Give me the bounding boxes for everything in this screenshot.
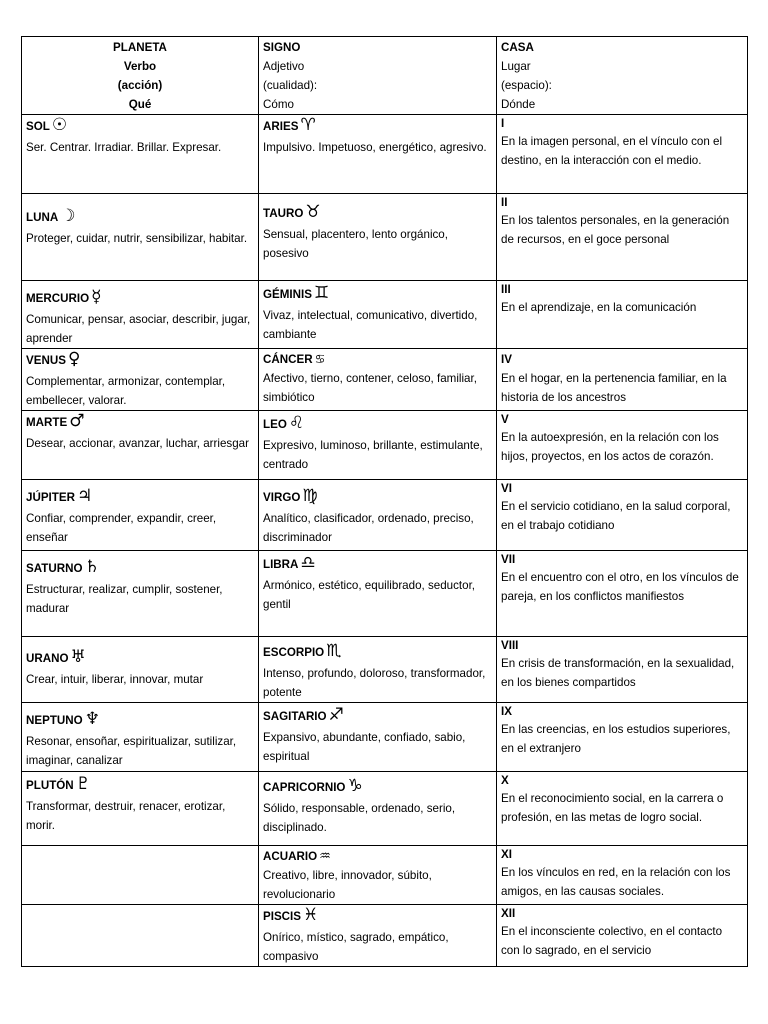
sign-name: TAURO: [263, 207, 304, 220]
scorpio-symbol-icon: ♏: [326, 641, 342, 661]
house-place: En el hogar, en la pertenencia familiar, en la historia de los ancestros: [501, 372, 727, 404]
planet-cell: [22, 703, 259, 772]
planet-name: SATURNO: [26, 562, 83, 575]
sign-name: CAPRICORNIO: [263, 781, 346, 794]
sign-adjectives: Sensual, placentero, lento orgánico, posesivo: [263, 228, 448, 260]
sign-cell: [259, 411, 497, 480]
planet-cell: [22, 281, 259, 349]
header-casa-espacio: (espacio):: [501, 79, 552, 92]
planet-cell: [22, 637, 259, 703]
planet-name: MARTE: [26, 416, 68, 429]
house-place: En el encuentro con el otro, en los vínculos de pareja, en los conflictos manifiestos: [501, 571, 739, 603]
mercury-symbol-icon: ☿: [91, 287, 102, 307]
planet-verbs: Ser. Centrar. Irradiar. Brillar. Expresar.: [26, 141, 222, 154]
house-place: En el servicio cotidiano, en la salud corporal, en el trabajo cotidiano: [501, 500, 731, 532]
house-cell: [497, 281, 748, 349]
taurus-symbol-icon: ♉: [305, 202, 321, 222]
house-cell: [497, 703, 748, 772]
house-place: En el reconocimiento social, en la carrera o profesión, en las metas de logro social.: [501, 792, 724, 824]
house-number: X: [501, 774, 509, 787]
jupiter-symbol-icon: ♃: [76, 486, 93, 506]
planet-cell: [22, 551, 259, 637]
sign-cell: [259, 772, 497, 846]
header-signo: [259, 37, 497, 115]
sign-adjectives: Impulsivo. Impetuoso, energético, agresivo.: [263, 141, 487, 154]
gemini-symbol-icon: ♊: [313, 283, 330, 303]
planet-verbs: Desear, accionar, avanzar, luchar, arriesgar: [26, 437, 249, 450]
planet-verbs: Proteger, cuidar, nutrir, sensibilizar, habitar.: [26, 232, 248, 245]
house-cell: [497, 480, 748, 551]
sagittarius-symbol-icon: ♐: [328, 705, 344, 725]
planet-cell: [22, 349, 259, 411]
house-number: XI: [501, 848, 512, 861]
house-cell: [497, 637, 748, 703]
table-row: [22, 194, 748, 281]
planet-cell: [22, 411, 259, 480]
planet-name: NEPTUNO: [26, 714, 83, 727]
planet-name: JÚPITER: [26, 491, 75, 504]
planet-verbs: Comunicar, pensar, asociar, describir, jugar, aprender: [26, 313, 251, 345]
sign-adjectives: Vivaz, intelectual, comunicativo, divertido, cambiante: [263, 309, 478, 341]
planet-verbs: Estructurar, realizar, cumplir, sostener, madurar: [26, 583, 223, 615]
house-number: XII: [501, 907, 516, 920]
house-cell: [497, 905, 748, 967]
house-place: En las creencias, en los estudios superiores, en el extranjero: [501, 723, 731, 755]
sign-name: PISCIS: [263, 910, 302, 923]
table-row: [22, 772, 748, 846]
house-place: En los vínculos en red, en la relación con los amigos, en las causas sociales.: [501, 866, 731, 898]
astrology-table: [21, 36, 748, 967]
sign-adjectives: Sólido, responsable, ordenado, serio, disciplinado.: [263, 802, 456, 834]
sign-name: ARIES: [263, 120, 299, 133]
sign-cell: [259, 349, 497, 411]
house-number: III: [501, 283, 511, 296]
sign-adjectives: Intenso, profundo, doloroso, transformador, potente: [263, 667, 486, 699]
sign-adjectives: Creativo, libre, innovador, súbito, revolucionario: [263, 869, 432, 901]
house-cell: [497, 411, 748, 480]
header-signo-adjetivo: Adjetivo: [263, 60, 305, 73]
table-row: [22, 551, 748, 637]
planet-cell-empty: [22, 905, 259, 967]
table-row: [22, 349, 748, 411]
table-row: [22, 480, 748, 551]
sun-symbol-icon: ☉: [51, 115, 68, 135]
house-cell: [497, 551, 748, 637]
house-place: En la imagen personal, en el vínculo con el destino, en la interacción con el medio.: [501, 135, 723, 167]
aquarius-symbol-icon: ♒: [319, 849, 331, 864]
house-place: En el inconsciente colectivo, en el contacto con lo sagrado, en el servicio: [501, 925, 723, 957]
planet-verbs: Resonar, ensoñar, espiritualizar, sutilizar, imaginar, canalizar: [26, 735, 237, 767]
house-number: VI: [501, 482, 512, 495]
libra-symbol-icon: ♎: [300, 553, 316, 573]
sign-adjectives: Expresivo, luminoso, brillante, estimulante, centrado: [263, 439, 483, 471]
sign-adjectives: Afectivo, tierno, contener, celoso, familiar, simbiótico: [263, 372, 477, 404]
house-place: En crisis de transformación, en la sexualidad, en los bienes compartidos: [501, 657, 735, 689]
pisces-symbol-icon: ♓: [303, 905, 319, 925]
cancer-symbol-icon: ♋: [314, 352, 326, 366]
sign-name: LEO: [263, 418, 287, 431]
house-number: VII: [501, 553, 516, 566]
sign-cell: [259, 115, 497, 194]
planet-name: URANO: [26, 652, 69, 665]
sign-name: VIRGO: [263, 491, 301, 504]
house-cell: [497, 194, 748, 281]
table-row: [22, 281, 748, 349]
header-planeta: [22, 37, 259, 115]
planet-verbs: Complementar, armonizar, contemplar, embellecer, valorar.: [26, 375, 226, 407]
header-signo-title: SIGNO: [263, 41, 301, 54]
uranus-symbol-icon: ♅: [70, 647, 86, 667]
house-number: V: [501, 413, 509, 426]
header-casa-donde: Dónde: [501, 98, 536, 111]
house-cell: [497, 772, 748, 846]
header-signo-como: Cómo: [263, 98, 294, 111]
planet-name: SOL: [26, 120, 50, 133]
planet-verbs: Transformar, destruir, renacer, erotizar, morir.: [26, 800, 226, 832]
sign-name: SAGITARIO: [263, 710, 327, 723]
planet-cell-empty: [22, 846, 259, 905]
house-place: En los talentos personales, en la generación de recursos, en el goce personal: [501, 214, 730, 246]
planet-cell: [22, 772, 259, 846]
sign-cell: [259, 637, 497, 703]
header-casa-lugar: Lugar: [501, 60, 531, 73]
planet-cell: [22, 115, 259, 194]
sign-name: LIBRA: [263, 558, 299, 571]
sign-cell: [259, 905, 497, 967]
moon-symbol-icon: ☽: [60, 206, 76, 226]
planet-cell: [22, 480, 259, 551]
house-cell: [497, 115, 748, 194]
capricorn-symbol-icon: ♑: [347, 776, 363, 796]
table-row: [22, 846, 748, 905]
table-row: [22, 411, 748, 480]
header-planeta-title: PLANETA: [113, 41, 167, 54]
planet-name: PLUTÓN: [26, 779, 74, 792]
house-number: I: [501, 117, 505, 130]
table-row: [22, 703, 748, 772]
planet-name: VENUS: [26, 354, 66, 367]
header-planeta-verbo: Verbo: [123, 60, 157, 73]
planet-verbs: Confiar, comprender, expandir, creer, enseñar: [26, 512, 217, 544]
aries-symbol-icon: ♈: [300, 115, 316, 135]
sign-adjectives: Expansivo, abundante, confiado, sabio, espiritual: [263, 731, 466, 763]
house-cell: [497, 349, 748, 411]
sign-cell: [259, 480, 497, 551]
virgo-symbol-icon: ♍: [302, 486, 318, 506]
sign-cell: [259, 703, 497, 772]
header-casa: [497, 37, 748, 115]
house-number: VIII: [501, 639, 519, 652]
mars-symbol-icon: ♂: [69, 411, 85, 431]
sign-name: CÁNCER: [263, 353, 313, 366]
sign-name: ESCORPIO: [263, 646, 325, 659]
sign-cell: [259, 846, 497, 905]
table-row: [22, 637, 748, 703]
sign-adjectives: Analítico, clasificador, ordenado, preciso, discriminador: [263, 512, 474, 544]
header-casa-title: CASA: [501, 41, 534, 54]
house-cell: [497, 846, 748, 905]
planet-name: LUNA: [26, 211, 59, 224]
sign-cell: [259, 281, 497, 349]
house-place: En el aprendizaje, en la comunicación: [501, 301, 697, 314]
pluto-symbol-icon: ♇: [75, 774, 91, 794]
header-row: [22, 37, 748, 115]
neptune-symbol-icon: ♆: [84, 709, 100, 729]
planet-cell: [22, 194, 259, 281]
header-planeta-que: Qué: [128, 98, 152, 111]
house-number: IV: [501, 353, 512, 366]
leo-symbol-icon: ♌: [288, 413, 305, 433]
sign-name: ACUARIO: [263, 850, 318, 863]
venus-symbol-icon: ♀: [67, 349, 81, 369]
table-row: [22, 115, 748, 194]
table-row: [22, 905, 748, 967]
house-place: En la autoexpresión, en la relación con los hijos, proyectos, en los actos de corazón.: [501, 431, 719, 463]
planet-name: MERCURIO: [26, 292, 90, 305]
header-signo-cualidad: (cualidad):: [263, 79, 318, 92]
sign-adjectives: Armónico, estético, equilibrado, seductor, gentil: [263, 579, 476, 611]
sign-cell: [259, 194, 497, 281]
saturn-symbol-icon: ♄: [84, 557, 100, 577]
header-planeta-accion: (acción): [117, 79, 163, 92]
sign-adjectives: Onírico, místico, sagrado, empático, compasivo: [263, 931, 449, 963]
sign-name: GÉMINIS: [263, 288, 312, 301]
planet-verbs: Crear, intuir, liberar, innovar, mutar: [26, 673, 204, 686]
sign-cell: [259, 551, 497, 637]
house-number: IX: [501, 705, 512, 718]
house-number: II: [501, 196, 508, 209]
